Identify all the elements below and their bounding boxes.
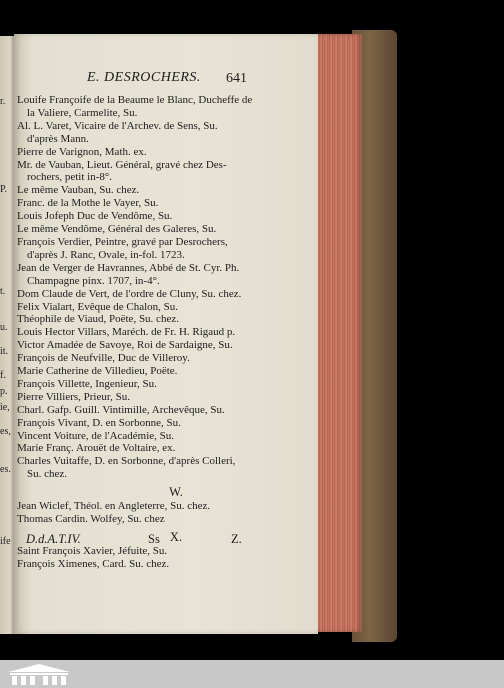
entry-line: Thomas Cardin. Wolfey, Su. chez xyxy=(17,513,165,526)
entry-line: François de Neufville, Duc de Villeroy. xyxy=(17,352,190,365)
entry-line: Franc. de la Mothe le Vayer, Su. xyxy=(17,197,159,210)
left-page-fragment-text: it. xyxy=(0,346,9,357)
entry-line: Dom Claude de Vert, de l'ordre de Cluny, Su. chez. xyxy=(17,287,242,300)
entry-line: Louis Hector Villars, Maréch. de Fr. H. Rigaud p. xyxy=(17,326,236,339)
entry-list xyxy=(17,94,309,571)
entry-line: Pierre Villiers, Prieur, Su. xyxy=(17,390,130,403)
entry-line: Marie Franç. Arouët de Voltaire, ex. xyxy=(17,442,176,455)
entry-line: Mr. de Vauban, Lieut. Général, gravé chez Des- xyxy=(17,158,227,171)
left-page-fragment-text: u. xyxy=(0,322,8,333)
entry-line: rochers, petit in-8°. xyxy=(27,171,113,184)
entry-line: Le même Vendôme, Général des Galeres, Su. xyxy=(17,223,217,236)
entry-line: d'après Mann. xyxy=(27,132,89,145)
page-edges xyxy=(318,34,362,632)
page-number: 641 xyxy=(226,71,247,86)
entry-line: François Ximenes, Card. Su. chez. xyxy=(17,557,170,570)
left-page-fragment-text: p. xyxy=(0,386,8,397)
section-letter: X. xyxy=(169,530,183,544)
left-page-fragment-text: ie, xyxy=(0,402,10,413)
footer-strip xyxy=(0,660,504,688)
entry-line: Jean de Verger de Havrannes, Abbé de St. Cyr. Ph. xyxy=(17,261,240,274)
entry-line: Vincent Voiture, de l'Académie, Su. xyxy=(17,429,175,442)
entry-line: Louis Jofeph Duc de Vendôme, Su. xyxy=(17,210,173,223)
left-page-fragment-text: f. xyxy=(0,370,6,381)
section-letter: W. xyxy=(169,485,183,500)
entry-line: François Villette, Ingenieur, Su. xyxy=(17,377,157,390)
entry-line: Marie Catherine de Villedieu, Poëte. xyxy=(17,365,178,378)
running-head: E. DESROCHERS. xyxy=(87,70,201,85)
entry-line: la Valiere, Carmelite, Su. xyxy=(27,106,138,119)
library-logo-icon xyxy=(4,662,74,686)
entry-line: Pierre de Varignon, Math. ex. xyxy=(17,145,147,158)
entry-line: Su. chez. xyxy=(27,468,68,481)
entry-line: Victor Amadée de Savoye, Roi de Sardaigne, Su. xyxy=(17,339,233,352)
entry-line: Felix Vialart, Evêque de Chalon, Su. xyxy=(17,300,179,313)
left-page-fragment-text: P. xyxy=(0,184,7,195)
entry-line: Saint François Xavier, Jéfuite, Su. xyxy=(17,545,168,557)
catchword: Z. xyxy=(231,532,242,546)
entry-line: Le même Vauban, Su. chez. xyxy=(17,184,140,197)
entry-line: d'après J. Ranc, Ovale, in-fol. 1723. xyxy=(27,248,185,261)
left-page-fragment-text: t. xyxy=(0,286,6,297)
left-page-fragment xyxy=(0,36,14,634)
left-page-fragment-text: ife xyxy=(0,536,11,547)
left-page-fragment-text: es. xyxy=(0,464,11,475)
entry-line: Théophile de Viaud, Poëte, Su. chez. xyxy=(17,313,179,326)
entry-line: Al. L. Varet, Vicaire de l'Archev. de Sens, Su. xyxy=(17,119,218,132)
left-page-fragment-text: r. xyxy=(0,96,6,107)
entry-line: Charl. Gafp. Guill. Vintimille, Archevêque, Su. xyxy=(17,403,225,416)
entry-line: Champagne pinx. 1707, in-4°. xyxy=(27,274,160,287)
signature-mark: D.d.A.T.IV. xyxy=(26,532,81,546)
entry-line: Charles Vuitaffe, D. en Sorbonne, d'après Colleri, xyxy=(17,455,236,468)
entry-line: François Vivant, D. en Sorbonne, Su. xyxy=(17,416,181,429)
left-page-fragment-text: es, xyxy=(0,426,11,437)
entry-line: Louife Françoife de la Beaume le Blanc, Ducheffe de xyxy=(17,94,253,106)
entry-line: François Verdier, Peintre, gravé par Desrochers, xyxy=(17,235,228,248)
gathering-mark: Ss xyxy=(148,532,160,546)
entry-line: Jean Wiclef, Théol. en Angleterre, Su. chez. xyxy=(17,500,211,513)
